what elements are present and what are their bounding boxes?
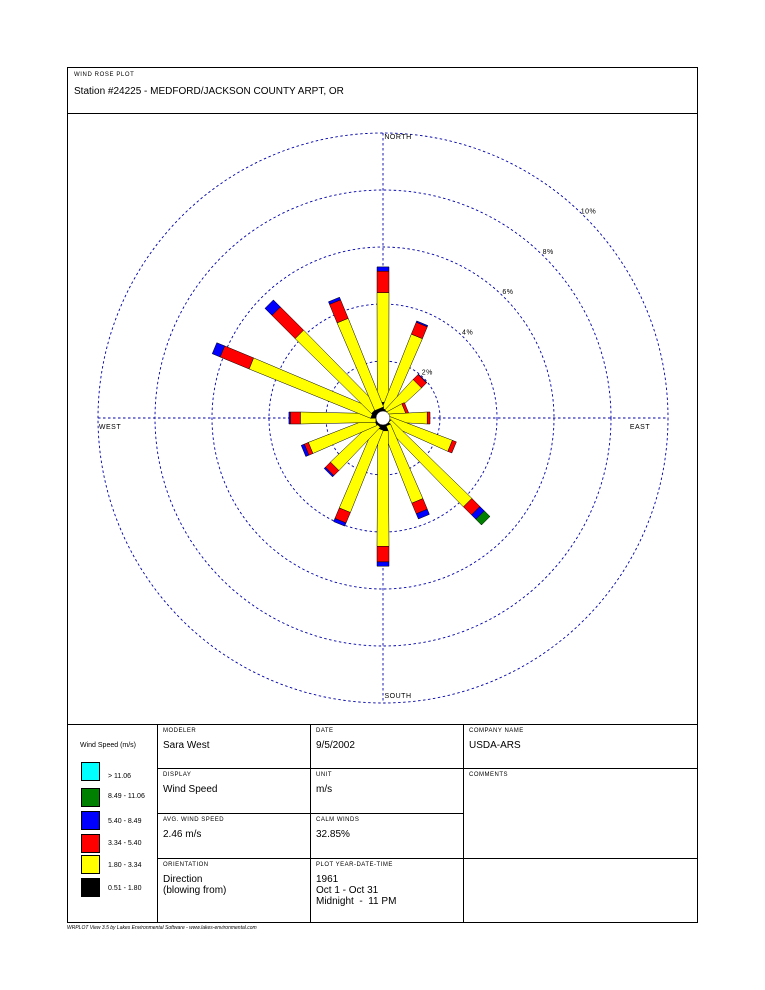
petal-180-bin2 [377, 546, 389, 562]
legend-swatch [81, 855, 100, 874]
legend-label: 1.80 - 3.34 [108, 862, 142, 869]
station-title: Station #24225 - MEDFORD/JACKSON COUNTY ARPT, OR [74, 86, 344, 97]
ring-label-4: 4% [462, 329, 474, 337]
petal-270-bin2 [290, 412, 300, 424]
orientation-caption: ORIENTATION [163, 862, 209, 868]
legend-label: 5.40 - 8.49 [108, 818, 142, 825]
petal-270-bin3 [289, 412, 291, 424]
avg-speed-cell [157, 813, 311, 859]
plot-caption: WIND ROSE PLOT [74, 72, 135, 78]
footer-credit: WRPLOT View 3.5 by Lakes Environmental Software - www.lakes-environmental.com [67, 925, 257, 931]
ring-label-2: 2% [421, 369, 433, 377]
modeler-cell [157, 724, 311, 769]
calm-winds-cell [310, 813, 464, 859]
display-caption: DISPLAY [163, 772, 192, 778]
period-value: 1961 Oct 1 - Oct 31 Midnight - 11 PM [316, 874, 397, 907]
legend-label: > 11.06 [108, 773, 132, 780]
company-caption: COMPANY NAME [469, 728, 524, 734]
date-value: 9/5/2002 [316, 740, 355, 751]
petal-0-bin1 [377, 293, 389, 403]
display-cell [157, 768, 311, 814]
comments-cell [463, 768, 698, 859]
legend-label: 3.34 - 5.40 [108, 840, 142, 847]
date-caption: DATE [316, 728, 334, 734]
table-divider [463, 858, 464, 923]
label-south: SOUTH [384, 693, 412, 700]
avg-speed-value: 2.46 m/s [163, 829, 202, 840]
company-cell [463, 724, 698, 769]
orientation-value: Direction (blowing from) [163, 874, 227, 896]
ring-label-10: 10% [580, 208, 597, 216]
label-west: WEST [98, 424, 122, 431]
petal-180-bin3 [377, 562, 389, 566]
legend-swatch [81, 834, 100, 853]
legend-title: Wind Speed (m/s) [80, 742, 137, 749]
petal-180-bin1 [377, 431, 389, 547]
petal-0-bin2 [377, 271, 389, 292]
legend-label: 8.49 - 11.06 [108, 793, 145, 800]
petal-0-bin3 [377, 267, 389, 271]
legend-swatch [81, 878, 100, 897]
calm-circle [376, 411, 390, 425]
company-value: USDA-ARS [469, 740, 521, 751]
petal-315-bin2 [272, 307, 304, 339]
comments-caption: COMMENTS [469, 772, 508, 778]
period-caption: PLOT YEAR-DATE-TIME [316, 862, 393, 868]
display-value: Wind Speed [163, 784, 218, 795]
calm-winds-caption: CALM WINDS [316, 817, 360, 823]
unit-caption: UNIT [316, 772, 332, 778]
legend-label: 0.51 - 1.80 [108, 885, 142, 892]
modeler-value: Sara West [163, 740, 210, 751]
calm-winds-value: 32.85% [316, 829, 350, 840]
ring-label-6: 6% [502, 289, 514, 297]
modeler-caption: MODELER [163, 728, 197, 734]
label-north: NORTH [384, 134, 412, 141]
avg-speed-caption: AVG. WIND SPEED [163, 817, 225, 823]
legend-swatch [81, 762, 100, 781]
label-east: EAST [629, 424, 651, 431]
orientation-cell [157, 858, 311, 923]
period-cell [310, 858, 464, 923]
ring-label-8: 8% [542, 248, 554, 256]
petal-90-bin2 [427, 412, 430, 424]
unit-cell [310, 768, 464, 814]
legend-swatch [81, 811, 100, 830]
legend-swatch [81, 788, 100, 807]
petal-292.5-bin2 [220, 346, 254, 369]
unit-value: m/s [316, 784, 333, 795]
date-cell [310, 724, 464, 769]
